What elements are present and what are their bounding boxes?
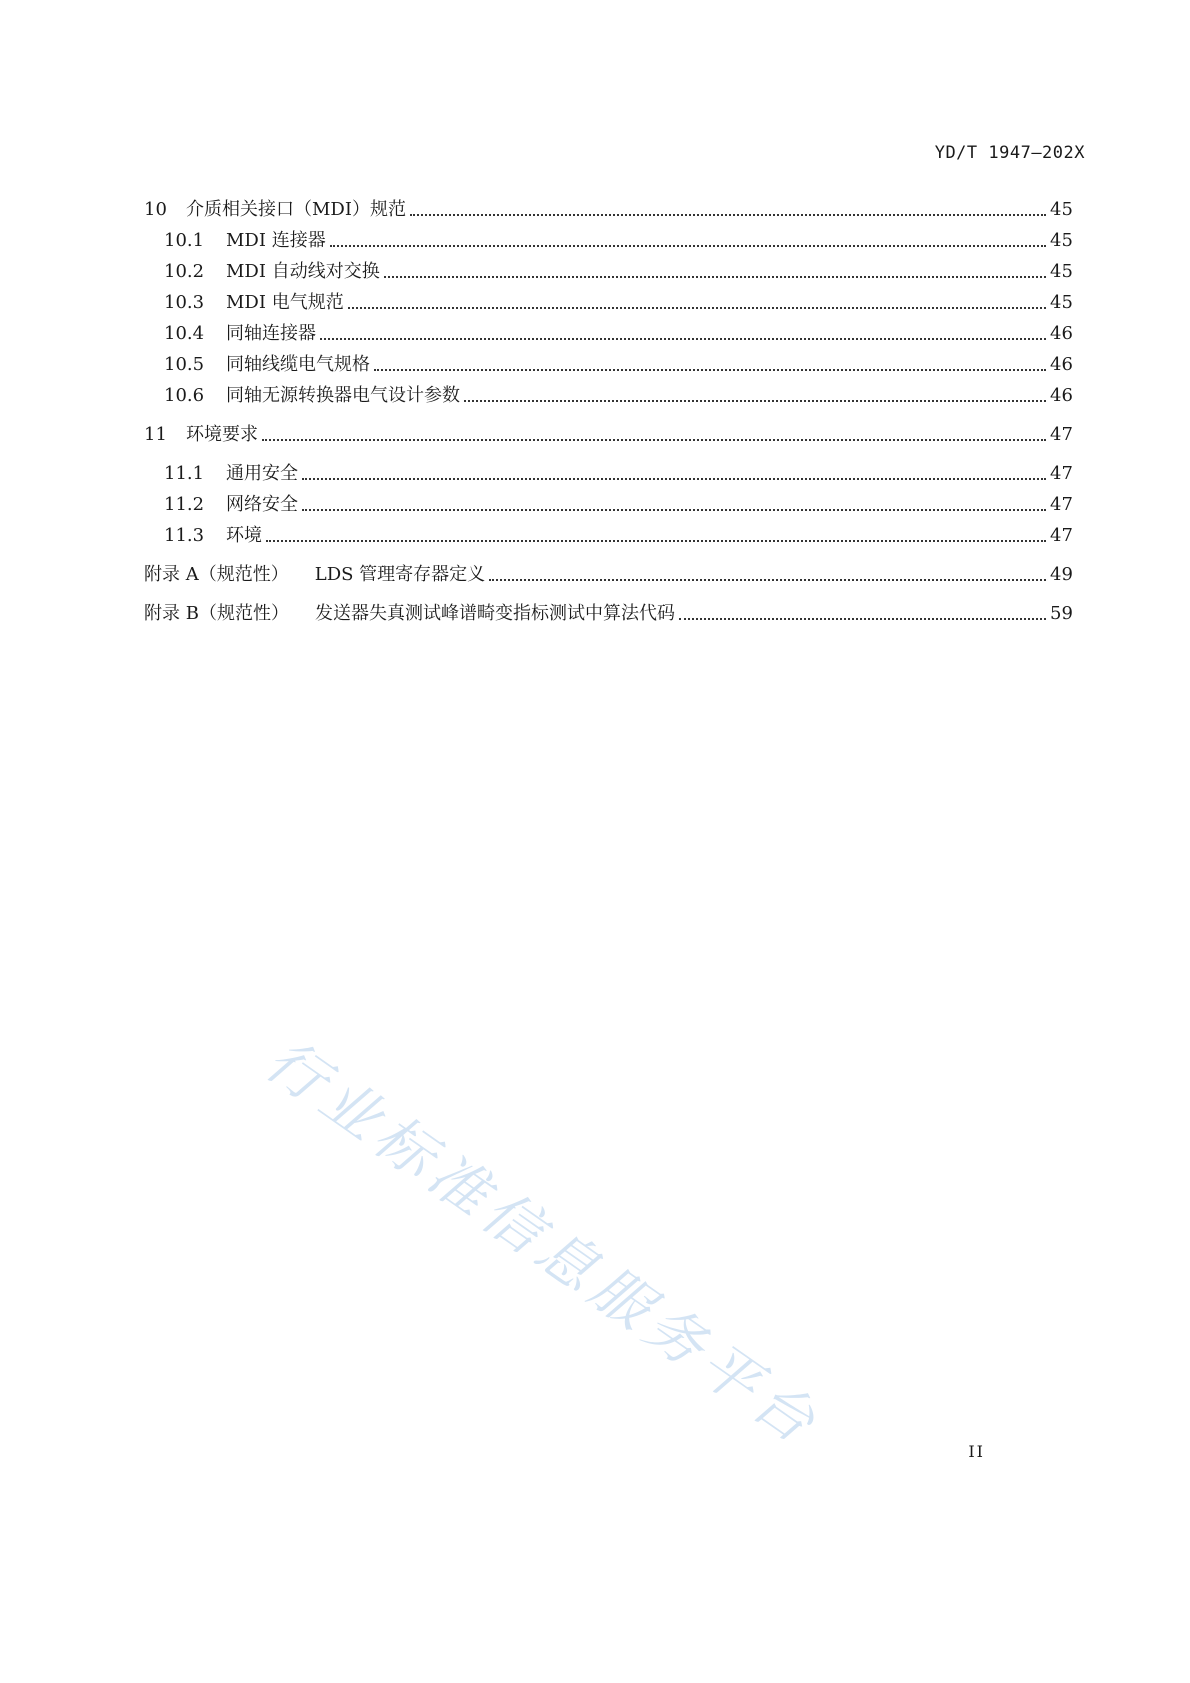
toc-number: 10.1 xyxy=(164,230,205,251)
toc-page-number: 47 xyxy=(1050,525,1073,546)
toc-leader xyxy=(489,578,1046,581)
toc-entry-10-3[interactable] xyxy=(144,287,1072,318)
toc-leader xyxy=(266,539,1046,542)
toc-page-number: 46 xyxy=(1050,323,1073,344)
toc-entry-annex-a[interactable] xyxy=(144,559,1072,590)
toc-number: 10.3 xyxy=(164,292,205,313)
toc-entry-annex-b[interactable] xyxy=(144,598,1072,629)
toc-leader xyxy=(410,213,1046,216)
toc-leader xyxy=(320,337,1046,340)
toc-title: MDI 电气规范 xyxy=(226,292,344,313)
toc-number: 10.5 xyxy=(164,354,205,375)
toc-page-number: 47 xyxy=(1050,463,1073,484)
toc-page-number: 45 xyxy=(1050,199,1073,220)
toc-title: MDI 连接器 xyxy=(226,230,326,251)
toc-number: 10.6 xyxy=(164,385,205,406)
toc-entry-10-6[interactable] xyxy=(144,380,1072,411)
toc-entry-10[interactable] xyxy=(144,194,1072,225)
toc-page-number: 59 xyxy=(1050,603,1073,624)
toc-entry-10-4[interactable] xyxy=(144,318,1072,349)
toc-page-number: 47 xyxy=(1050,494,1073,515)
toc-leader xyxy=(384,275,1046,278)
toc-number: 11.3 xyxy=(164,525,205,546)
toc-leader xyxy=(302,477,1046,480)
toc-leader xyxy=(464,399,1046,402)
toc-entry-11-3[interactable] xyxy=(144,520,1072,551)
toc-leader xyxy=(302,508,1046,511)
toc-title: 环境 xyxy=(226,525,262,546)
toc-entry-10-5[interactable] xyxy=(144,349,1072,380)
toc-number: 10.4 xyxy=(164,323,205,344)
toc-number: 11.2 xyxy=(164,494,205,515)
toc-number: 10 xyxy=(144,199,167,220)
toc-page-number: 46 xyxy=(1050,385,1073,406)
toc-entry-10-2[interactable] xyxy=(144,256,1072,287)
toc-page-number: 45 xyxy=(1050,261,1073,282)
document-code: YD/T 1947—202X xyxy=(934,143,1085,163)
toc-title: 发送器失真测试峰谱畸变指标测试中算法代码 xyxy=(314,603,675,624)
toc-title: 同轴无源转换器电气设计参数 xyxy=(226,385,460,406)
toc-number: 11.1 xyxy=(164,463,205,484)
toc-title: 同轴连接器 xyxy=(226,323,316,344)
toc-title: 环境要求 xyxy=(186,424,258,445)
toc-leader xyxy=(374,368,1046,371)
toc-entry-11[interactable] xyxy=(144,419,1072,450)
toc-annex-label: 附录 A（规范性） xyxy=(144,564,289,585)
toc-number: 10.2 xyxy=(164,261,205,282)
toc-page-number: 45 xyxy=(1050,292,1073,313)
toc-title: 同轴线缆电气规格 xyxy=(226,354,370,375)
page-number: II xyxy=(968,1442,985,1461)
toc-title: MDI 自动线对交换 xyxy=(226,261,380,282)
toc-annex-label: 附录 B（规范性） xyxy=(144,603,289,624)
toc-entry-10-1[interactable] xyxy=(144,225,1072,256)
toc-entry-11-1[interactable] xyxy=(144,458,1072,489)
toc-title: 通用安全 xyxy=(226,463,298,484)
toc-page-number: 47 xyxy=(1050,424,1073,445)
toc-number: 11 xyxy=(144,424,167,445)
table-of-contents xyxy=(144,194,1072,629)
toc-page-number: 46 xyxy=(1050,354,1073,375)
toc-page-number: 45 xyxy=(1050,230,1073,251)
toc-title: 介质相关接口（MDI）规范 xyxy=(186,199,406,220)
toc-leader xyxy=(679,617,1046,620)
toc-page-number: 49 xyxy=(1050,564,1073,585)
toc-title: 网络安全 xyxy=(226,494,298,515)
toc-title: LDS 管理寄存器定义 xyxy=(314,564,486,585)
toc-leader xyxy=(262,438,1046,441)
toc-leader xyxy=(330,244,1046,247)
watermark: 行业标准信息服务平台 xyxy=(253,1025,834,1460)
toc-leader xyxy=(348,306,1046,309)
toc-entry-11-2[interactable] xyxy=(144,489,1072,520)
